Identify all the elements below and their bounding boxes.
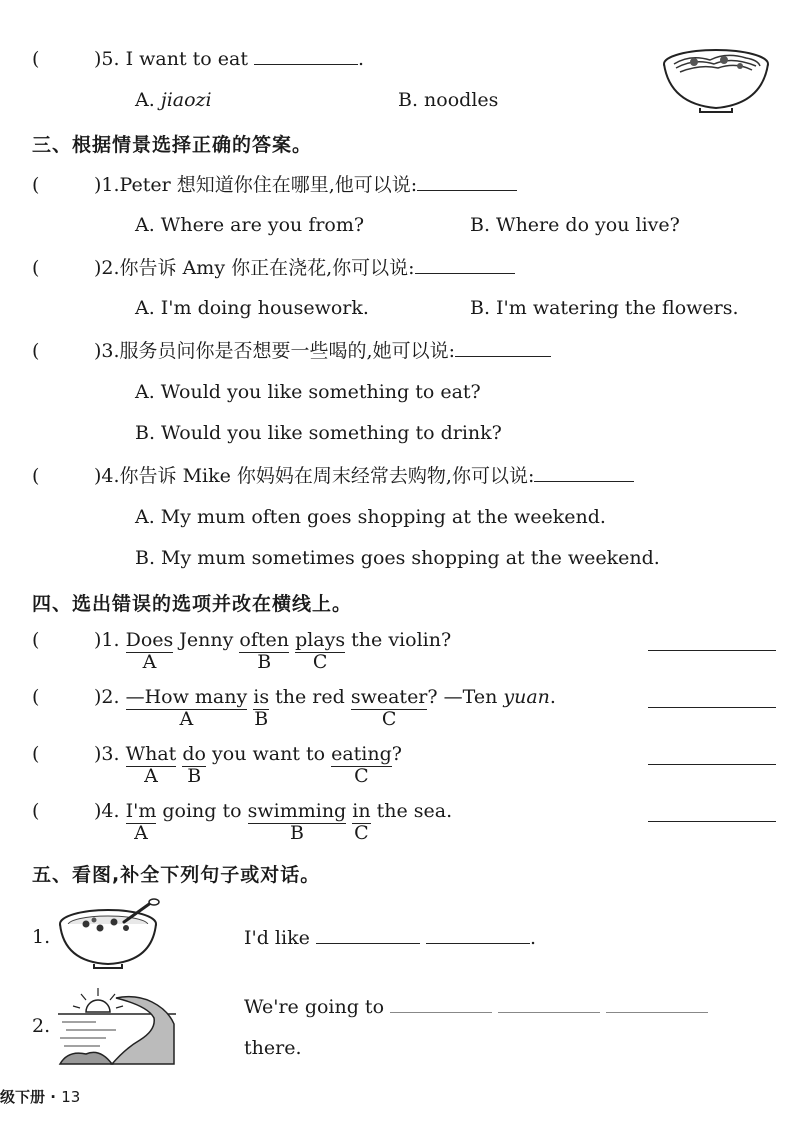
q5-row: ( )5. I want to eat . (32, 48, 365, 70)
s3-q4: ( )4.你告诉 Mike 你妈妈在周末经常去购物,你可以说: (32, 463, 634, 488)
s3-q3-option-b: B. Would you like something to drink? (135, 422, 502, 444)
s5-item2-blank-2[interactable] (498, 994, 600, 1013)
s4-q2-seg-a: —How many A (125, 686, 248, 730)
answer-paren[interactable]: ( (32, 340, 40, 362)
s4-q4-seg-a: I'm A (125, 800, 157, 844)
s4-q3: ( )3. What A do B you want to eating C ? (32, 743, 402, 787)
page-number: 13 (61, 1088, 81, 1106)
answer-paren[interactable]: ( (32, 48, 40, 70)
s5-item1: I'd like . (244, 927, 536, 949)
q5-blank[interactable] (254, 46, 358, 65)
s4-q2-answer-line[interactable] (648, 707, 776, 708)
s3-q2-blank[interactable] (415, 255, 515, 274)
s4-q1-seg-c: plays C (295, 629, 346, 673)
s3-q3: ( )3.服务员问你是否想要一些喝的,她可以说: (32, 338, 551, 363)
s4-q1-seg-b: often B (239, 629, 290, 673)
s4-q2-seg-c: sweater C (350, 686, 428, 730)
s4-q3-answer-line[interactable] (648, 764, 776, 765)
page-footer: 级下册 · 13 (0, 1088, 81, 1106)
q5-text: I want to eat (125, 48, 248, 70)
answer-paren[interactable]: ( (32, 629, 40, 651)
s3-q2-option-b: B. I'm watering the flowers. (470, 297, 739, 319)
s4-q2-seg-b: is B (253, 686, 270, 730)
s3-q4-option-a: A. My mum often goes shopping at the weekend. (135, 506, 606, 528)
s4-q1-answer-line[interactable] (648, 650, 776, 651)
s3-q1-blank[interactable] (417, 172, 517, 191)
s3-q2: ( )2.你告诉 Amy 你正在浇花,你可以说: (32, 255, 515, 280)
section5-heading: 五、看图,补全下列句子或对话。 (32, 864, 321, 886)
noodle-bowl-icon (660, 46, 772, 114)
answer-paren[interactable]: ( (32, 465, 40, 487)
s3-q3-option-a: A. Would you like something to eat? (135, 381, 481, 403)
s3-q4-option-b: B. My mum sometimes goes shopping at the weekend. (135, 547, 660, 569)
s4-q4: ( )4. I'm A going to swimming B in C the sea. (32, 800, 453, 844)
s4-q3-seg-a: What A (125, 743, 177, 787)
s5-item2-num: 2. (32, 1015, 51, 1037)
q5-option-b: B. noodles (398, 89, 499, 111)
q5-option-a: A. jiaozi (135, 89, 212, 111)
answer-paren[interactable]: ( (32, 686, 40, 708)
answer-paren[interactable]: ( (32, 174, 40, 196)
s4-q3-seg-b: do B (182, 743, 206, 787)
s3-q3-blank[interactable] (455, 338, 551, 357)
s3-q4-blank[interactable] (534, 463, 634, 482)
s5-item2-blank-3[interactable] (606, 994, 708, 1013)
answer-paren[interactable]: ( (32, 800, 40, 822)
section3-heading: 三、根据情景选择正确的答案。 (32, 134, 313, 156)
s4-q1-seg-a: Does A (125, 629, 174, 673)
s3-q1-option-a: A. Where are you from? (135, 214, 365, 236)
s4-q4-seg-c: in C (352, 800, 371, 844)
s3-q1-option-b: B. Where do you live? (470, 214, 680, 236)
beach-sunset-icon (56, 984, 178, 1066)
s5-item1-num: 1. (32, 926, 51, 948)
s5-item2: We're going to (244, 994, 708, 1019)
s3-q1: ( )1.Peter 想知道你住在哪里,他可以说: (32, 172, 517, 197)
soup-bowl-icon (56, 898, 168, 970)
s3-q2-option-a: A. I'm doing housework. (135, 297, 369, 319)
s5-item1-blank-2[interactable] (426, 925, 530, 944)
s4-q4-answer-line[interactable] (648, 821, 776, 822)
s4-q1: ( )1. Does A Jenny often B plays C the violin? (32, 629, 452, 673)
answer-paren[interactable]: ( (32, 257, 40, 279)
s5-item2-end: there. (244, 1037, 302, 1059)
answer-paren[interactable]: ( (32, 743, 40, 765)
s4-q3-seg-c: eating C (331, 743, 392, 787)
section4-heading: 四、选出错误的选项并改在横线上。 (32, 593, 353, 615)
s5-item2-blank-1[interactable] (390, 994, 492, 1013)
s5-item1-blank-1[interactable] (316, 925, 420, 944)
s4-q2: ( )2. —How many A is B the red sweater C ? —Ten yuan. (32, 686, 556, 730)
s4-q4-seg-b: swimming B (247, 800, 347, 844)
